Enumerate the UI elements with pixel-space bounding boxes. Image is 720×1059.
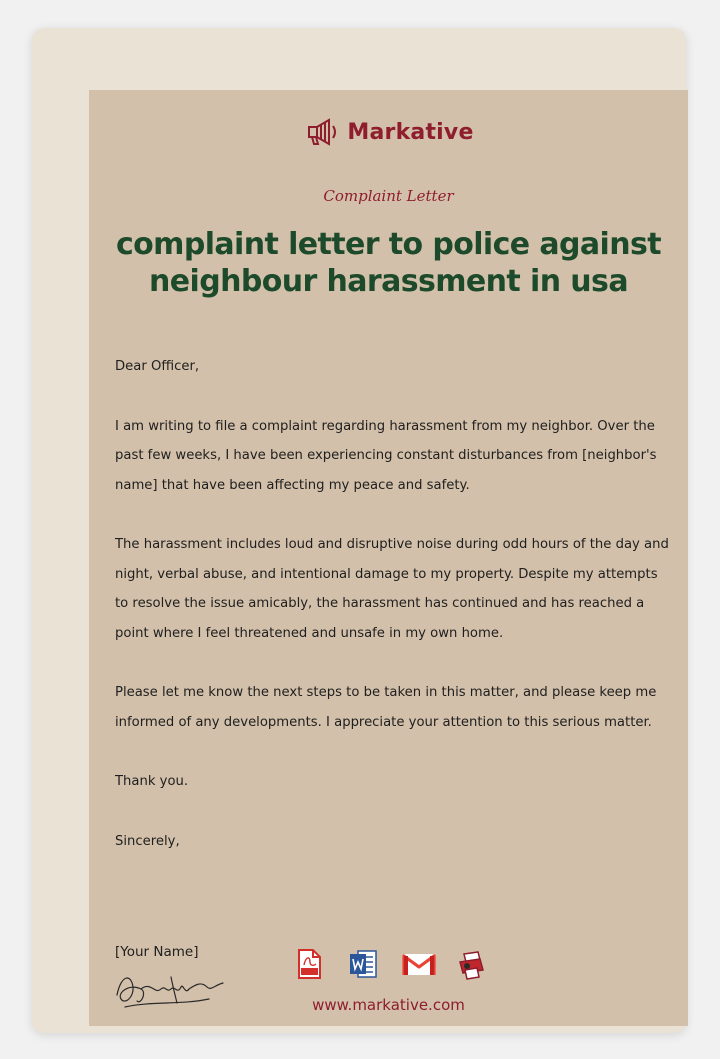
print-icon[interactable] [456, 948, 486, 980]
word-icon[interactable] [348, 948, 378, 980]
letter-card [32, 28, 686, 1033]
paragraph-2: The harassment includes loud and disruptive noise during odd hours of the day and night, verbal abuse, and intentional damage to my property. Despite my attempts to resolve the issue amicably, the harassment has continued and has reached a point where I feel threatened and unsafe in my own home. [115, 537, 669, 641]
paragraph-1: I am writing to file a complaint regarding harassment from my neighbor. Over the past few weeks, I have been experiencing constant disturbances from [neighbor's name] that have been affecting my peace and safety. [115, 418, 657, 493]
megaphone-icon [303, 117, 343, 147]
paragraph-3: Please let me know the next steps to be taken in this matter, and please keep me informed of any developments. I appreciate your attention to this serious matter. [115, 685, 657, 730]
letter-body [115, 352, 671, 886]
salutation: Dear Officer, [115, 359, 200, 374]
tagline: Complaint Letter [323, 187, 454, 205]
logo [89, 117, 688, 147]
website-link[interactable]: www.markative.com [312, 996, 465, 1014]
thanks: Thank you. [115, 774, 189, 789]
letter-paper [89, 90, 688, 1026]
gmail-icon[interactable] [402, 948, 432, 980]
share-icons [294, 948, 486, 980]
title-line-1: complaint letter to police against [115, 227, 661, 262]
brand-name: Markative [347, 119, 474, 145]
pdf-icon[interactable] [294, 948, 324, 980]
page-title [89, 226, 688, 300]
signer-name: [Your Name] [115, 944, 199, 960]
closing: Sincerely, [115, 833, 180, 849]
title-line-2: neighbour harassment in usa [149, 264, 628, 299]
